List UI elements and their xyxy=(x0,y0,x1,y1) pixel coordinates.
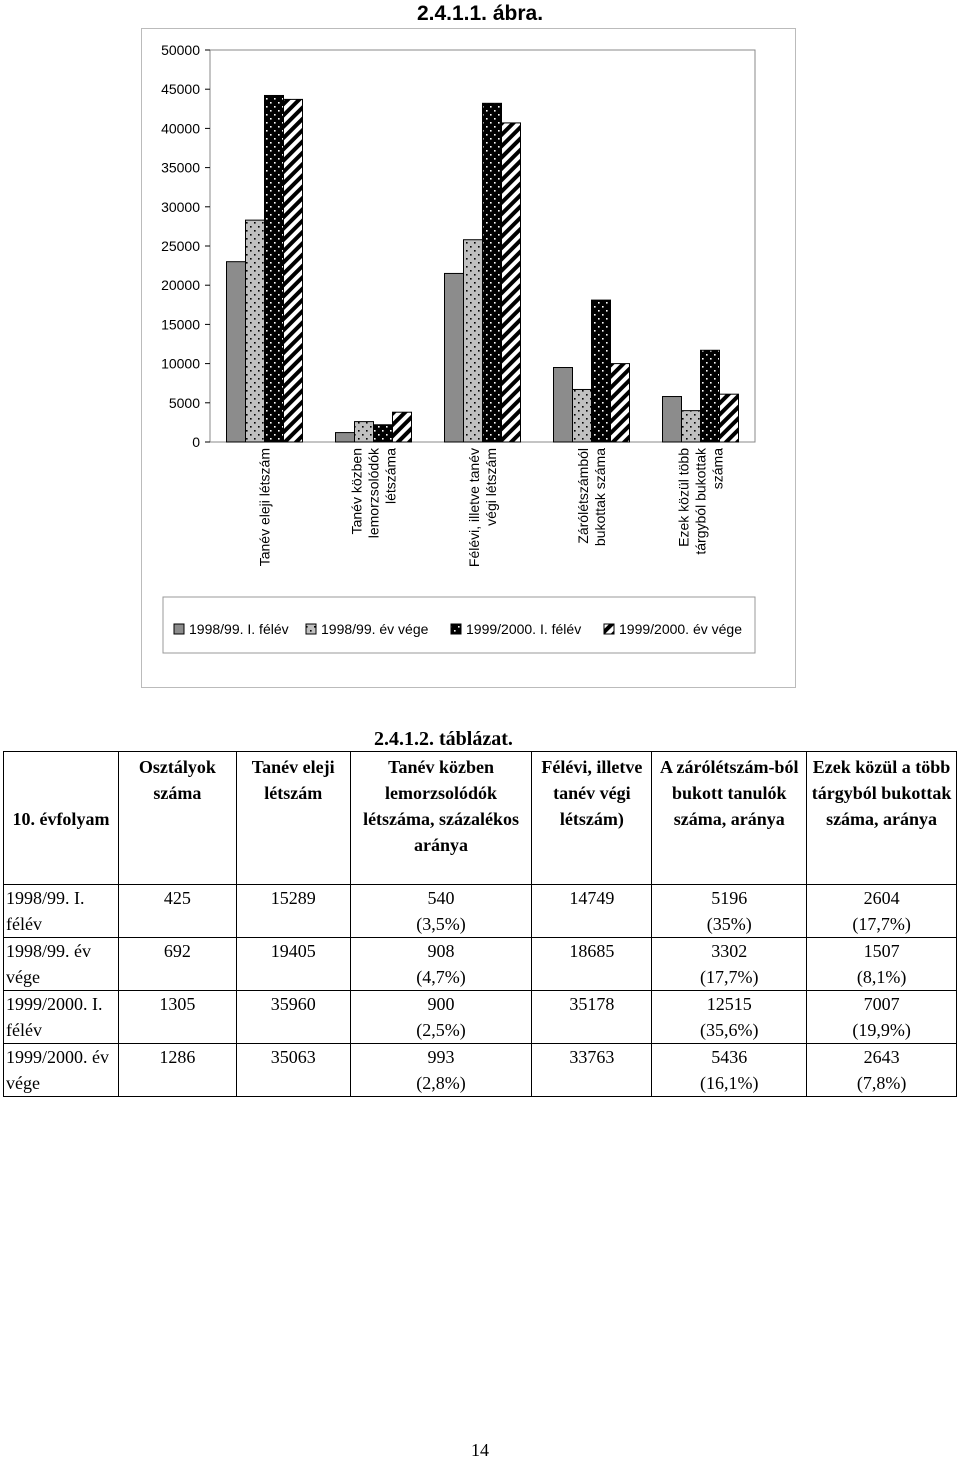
bar-98-1-cat-2 xyxy=(336,433,355,442)
y-tick-label: 15000 xyxy=(161,316,200,333)
table-row xyxy=(4,991,957,1044)
statistics-table xyxy=(3,751,957,1097)
bar-99-2-cat-3 xyxy=(502,123,521,442)
x-category-label xyxy=(676,447,726,555)
header-grade: 10. évfolyam xyxy=(4,752,119,885)
bar-99-2-cat-4 xyxy=(611,364,630,442)
start-cell: 35960 xyxy=(236,991,350,1044)
bar-99-2-cat-5 xyxy=(720,394,739,442)
dropout-cell: 900 (2,5%) xyxy=(350,991,532,1044)
bar-98-2-cat-1 xyxy=(246,220,265,442)
x-category-label xyxy=(575,448,608,546)
bar-99-1-cat-1 xyxy=(265,95,284,442)
x-category-line: bukottak száma xyxy=(592,448,608,547)
bar-98-1-cat-5 xyxy=(663,397,682,442)
bar-98-2-cat-2 xyxy=(355,422,374,442)
classes-cell: 425 xyxy=(118,885,236,938)
start-cell: 19405 xyxy=(236,938,350,991)
failed-cell: 5436 (16,1%) xyxy=(652,1044,807,1097)
bar-99-1-cat-5 xyxy=(701,350,720,442)
failed-cell: 5196 (35%) xyxy=(652,885,807,938)
legend-label: 1998/99. I. félév xyxy=(189,621,289,637)
bar-98-2-cat-5 xyxy=(682,411,701,442)
y-tick-label: 5000 xyxy=(168,394,200,411)
bar-99-1-cat-4 xyxy=(592,300,611,442)
classes-cell: 1286 xyxy=(118,1044,236,1097)
multi-cell: 2643 (7,8%) xyxy=(807,1044,957,1097)
start-cell: 35063 xyxy=(236,1044,350,1097)
x-category-line: létszáma xyxy=(382,448,399,505)
table-row xyxy=(4,938,957,991)
table-header-row xyxy=(4,752,957,885)
row-label: 1998/99. év vége xyxy=(4,938,119,991)
multi-cell: 2604 (17,7%) xyxy=(807,885,957,938)
bar-98-2-cat-3 xyxy=(464,240,483,442)
bar-98-1-cat-1 xyxy=(227,262,246,442)
header-classes: Osztályok száma xyxy=(118,752,236,885)
bar-99-1-cat-2 xyxy=(374,425,393,442)
x-category-line: száma xyxy=(709,448,726,490)
x-category-label xyxy=(257,448,273,566)
table-row xyxy=(4,1044,957,1097)
classes-cell: 692 xyxy=(118,938,236,991)
legend-swatch xyxy=(604,624,614,634)
multi-cell: 7007 (19,9%) xyxy=(807,991,957,1044)
end-cell: 35178 xyxy=(532,991,652,1044)
bar-99-2-cat-1 xyxy=(284,99,303,442)
y-tick-label: 35000 xyxy=(161,159,200,176)
legend-swatch xyxy=(174,624,184,634)
header-multi-failed: Ezek közül a több tárgyból bukottak száma, aránya xyxy=(807,752,957,885)
legend-swatch xyxy=(306,624,316,634)
x-category-label xyxy=(349,447,399,538)
end-cell: 33763 xyxy=(532,1044,652,1097)
legend-label: 1999/2000. év vége xyxy=(619,621,742,637)
end-cell: 14749 xyxy=(532,885,652,938)
y-tick-label: 45000 xyxy=(161,81,200,98)
dropout-cell: 993 (2,8%) xyxy=(350,1044,532,1097)
y-tick-label: 40000 xyxy=(161,120,200,137)
x-category-line: Félévi, illetve tanév xyxy=(466,448,482,568)
y-tick-label: 50000 xyxy=(161,42,200,58)
failed-cell: 12515 (35,6%) xyxy=(652,991,807,1044)
x-category-line: Tanév eleji létszám xyxy=(256,448,273,567)
end-cell: 18685 xyxy=(532,938,652,991)
dropout-cell: 908 (4,7%) xyxy=(350,938,532,991)
legend-label: 1998/99. év vége xyxy=(321,621,429,637)
table-title: 2.4.1.2. táblázat. xyxy=(374,728,513,750)
failed-cell: 3302 (17,7%) xyxy=(652,938,807,991)
figure-title: 2.4.1.1. ábra. xyxy=(416,2,544,25)
x-category-line: Tanév közben xyxy=(348,448,365,535)
y-tick-label: 10000 xyxy=(161,355,200,372)
header-dropouts: Tanév közben lemorzsolódók létszáma, százalékos aránya xyxy=(350,752,532,885)
legend-label: 1999/2000. I. félév xyxy=(466,621,582,637)
legend-swatch xyxy=(451,624,461,634)
x-category-line: tárgyból bukottak xyxy=(692,448,709,555)
x-category-line: Ezek közül több xyxy=(675,448,692,547)
multi-cell: 1507 (8,1%) xyxy=(807,938,957,991)
table-row xyxy=(4,885,957,938)
bar-98-2-cat-4 xyxy=(573,389,592,442)
row-label: 1999/2000. év vége xyxy=(4,1044,119,1097)
header-end-count: Félévi, illetve tanév végi létszám) xyxy=(532,752,652,885)
start-cell: 15289 xyxy=(236,885,350,938)
dropout-cell: 540 (3,5%) xyxy=(350,885,532,938)
x-category-label xyxy=(466,448,499,567)
classes-cell: 1305 xyxy=(118,991,236,1044)
y-tick-label: 0 xyxy=(192,434,200,450)
x-category-line: végi létszám xyxy=(483,448,499,526)
bar-98-1-cat-3 xyxy=(445,273,464,442)
header-start-count: Tanév eleji létszám xyxy=(236,752,350,885)
x-category-line: lemorzsolódók xyxy=(365,448,382,539)
y-tick-label: 30000 xyxy=(161,198,200,215)
bar-99-2-cat-2 xyxy=(393,412,412,442)
bar-99-1-cat-3 xyxy=(483,103,502,442)
row-label: 1998/99. I. félév xyxy=(4,885,119,938)
header-failed: A zárólétszám-ból bukott tanulók száma, aránya xyxy=(652,752,807,885)
y-tick-label: 20000 xyxy=(161,277,200,294)
page-number: 14 xyxy=(471,1440,489,1460)
bar-chart xyxy=(0,0,960,700)
x-category-line: Zárólétszámból xyxy=(575,448,591,544)
bar-98-1-cat-4 xyxy=(554,368,573,442)
row-label: 1999/2000. I. félév xyxy=(4,991,119,1044)
y-tick-label: 25000 xyxy=(161,238,200,254)
